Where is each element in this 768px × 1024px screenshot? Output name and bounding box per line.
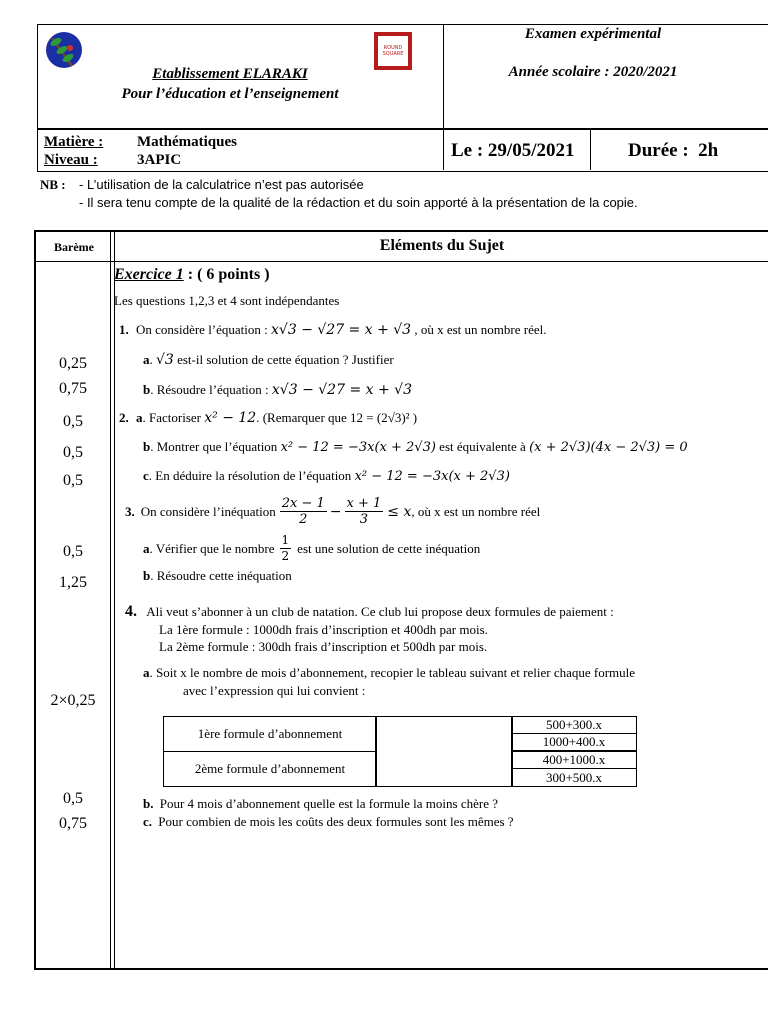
subject-table bbox=[34, 230, 768, 970]
expression-cell: 300+500.x bbox=[511, 768, 637, 787]
expression-cell: 1000+400.x bbox=[511, 733, 637, 751]
q4-line bbox=[125, 603, 614, 621]
bareme-value: 0,5 bbox=[63, 444, 83, 461]
bareme-header: Barème bbox=[54, 240, 94, 254]
exam-date: Le : 29/05/2021 bbox=[451, 140, 575, 161]
q1a-line: a. √3 est-il solution de cette équation ? Justifier bbox=[143, 352, 394, 368]
q3-numerator-2: x + 1 bbox=[346, 496, 382, 511]
q3-minus: − bbox=[329, 503, 342, 520]
subject-header: Eléments du Sujet bbox=[379, 237, 505, 254]
round-square-logo bbox=[374, 32, 412, 70]
q3a-line bbox=[143, 533, 480, 564]
table-header-divider bbox=[34, 261, 768, 262]
subject-row-divider-2 bbox=[443, 128, 444, 170]
bareme-value: 0,75 bbox=[59, 380, 87, 397]
school-year: Année scolaire : 2020/2021 bbox=[508, 64, 678, 80]
q3-number: 3. bbox=[125, 503, 135, 519]
q2a-line bbox=[119, 410, 417, 426]
q4c-line bbox=[143, 814, 514, 830]
q4-formula-line-2: La 2ème formule : 300dh frais d’inscription et 500dh par mois. bbox=[159, 639, 488, 654]
q3a-text2: est une solution de cette inéquation bbox=[297, 540, 481, 556]
q3a-label: a bbox=[143, 540, 150, 556]
q3a-text: . Vérifier que le nombre bbox=[149, 540, 275, 556]
bareme-value: 2×0,25 bbox=[50, 692, 96, 709]
q1-equation: x√3 − √27 = x + √3 bbox=[271, 322, 412, 338]
bareme-value: 0,5 bbox=[63, 790, 83, 807]
q4b-line bbox=[143, 796, 498, 812]
q2a-text2: . (Remarquer que 12 = (2√3)² ) bbox=[256, 410, 418, 425]
q4b-text: Pour 4 mois d’abonnement quelle est la formule la moins chère ? bbox=[159, 796, 499, 811]
q4-number: 4. bbox=[125, 603, 137, 620]
bareme-value: 0,5 bbox=[63, 472, 83, 489]
q3-line bbox=[125, 496, 540, 527]
q2c-text: . En déduire la résolution de l’équation bbox=[148, 468, 352, 483]
q2a-label: a bbox=[136, 410, 143, 425]
formula-box-1 bbox=[163, 716, 377, 752]
q3-fraction-2 bbox=[345, 496, 384, 527]
q2c-line bbox=[143, 468, 510, 484]
q3a-numerator: 1 bbox=[281, 533, 290, 547]
q2-number: 2. bbox=[119, 410, 129, 425]
exam-duration: Durée : 2h bbox=[628, 140, 719, 161]
q2b-label: b bbox=[143, 439, 151, 454]
q3-denominator-1: 2 bbox=[299, 512, 308, 527]
q4b-label: b. bbox=[143, 796, 154, 811]
nb-label: NB : bbox=[40, 177, 66, 192]
q2b-line bbox=[143, 439, 688, 455]
q2b-math-1: x² − 12 = −3x(x + 2√3) bbox=[280, 440, 436, 455]
level-label: Niveau : bbox=[44, 152, 98, 168]
exercise-intro: Les questions 1,2,3 et 4 sont indépendantes bbox=[114, 293, 340, 308]
q2c-label: c bbox=[143, 468, 149, 483]
q4c-text: Pour combien de mois les coûts des deux formules sont les mêmes ? bbox=[158, 814, 514, 829]
exercise-points: : ( 6 points ) bbox=[183, 266, 270, 283]
q1b-line bbox=[143, 382, 412, 398]
q1a-label: a bbox=[143, 352, 150, 367]
bareme-value: 0,5 bbox=[63, 413, 83, 430]
q2a-text: . Factoriser bbox=[142, 410, 201, 425]
exercise-title: Exercice 1 bbox=[114, 266, 184, 283]
formula-box-2 bbox=[163, 751, 377, 787]
expression-cell: 500+300.x bbox=[511, 716, 637, 734]
nb-line-2: - Il sera tenu compte de la qualité de la rédaction et du soin apporté à la présentation de la copie. bbox=[79, 195, 638, 210]
matching-table bbox=[163, 716, 636, 786]
q2b-text: . Montrer que l’équation bbox=[150, 439, 278, 454]
q4a-text-2: avec l’expression qui lui convient : bbox=[183, 683, 366, 698]
q2c-math: x² − 12 = −3x(x + 2√3) bbox=[354, 469, 510, 484]
q3b-line bbox=[143, 568, 292, 584]
q1a-text: est-il solution de cette équation ? Justifier bbox=[177, 352, 394, 367]
q1-text-after: , où x est un nombre réel. bbox=[414, 322, 547, 337]
q3-text: On considère l’inéquation bbox=[140, 503, 276, 519]
school-logo-icon bbox=[42, 28, 86, 72]
q4a-line bbox=[143, 665, 635, 681]
exam-title: Examen expérimental bbox=[524, 26, 662, 42]
q4a-label: a bbox=[143, 665, 150, 680]
bareme-value: 1,25 bbox=[59, 574, 87, 591]
formula-2: 2ème formule d’abonnement bbox=[194, 761, 346, 776]
q1a-math: √3 bbox=[156, 352, 174, 368]
q4a-text-1: . Soit x le nombre de mois d’abonnement, recopier le tableau suivant et relier chaque formule bbox=[149, 665, 636, 680]
level-value: 3APIC bbox=[137, 152, 182, 168]
q3-numerator-1: 2x − 1 bbox=[281, 496, 325, 511]
bareme-value: 0,5 bbox=[63, 543, 83, 560]
school-tagline: Pour l’éducation et l’enseignement bbox=[121, 86, 339, 102]
q1-line bbox=[119, 322, 546, 338]
exercise-title-line bbox=[114, 266, 270, 284]
q2b-text2: est équivalente à bbox=[439, 439, 526, 454]
q2a-math: x² − 12 bbox=[204, 410, 257, 426]
q3b-label: b bbox=[143, 568, 151, 583]
q1b-label: b bbox=[143, 382, 151, 397]
link-area bbox=[375, 716, 513, 787]
expression-cell: 400+1000.x bbox=[511, 751, 637, 769]
bareme-value: 0,75 bbox=[59, 815, 87, 832]
round-square-logo-text: ROUND SQUARE bbox=[378, 36, 408, 66]
q4c-label: c. bbox=[143, 814, 153, 829]
q1-text: On considère l’équation : bbox=[136, 322, 268, 337]
formula-1: 1ère formule d’abonnement bbox=[197, 726, 343, 741]
q1b-text: . Résoudre l’équation : bbox=[150, 382, 269, 397]
q3b-text: . Résoudre cette inéquation bbox=[150, 568, 292, 583]
q3-rest: ≤ x bbox=[387, 503, 412, 520]
subject-value: Mathématiques bbox=[137, 134, 237, 150]
q2b-math-2: (x + 2√3)(4x − 2√3) = 0 bbox=[529, 440, 688, 455]
q1-number: 1. bbox=[119, 322, 129, 337]
q3-text-after: , où x est un nombre réel bbox=[411, 503, 541, 519]
q4-formula-line-1: La 1ère formule : 1000dh frais d’inscription et 400dh par mois. bbox=[159, 622, 488, 637]
table-column-divider bbox=[110, 230, 115, 970]
subject-row-divider-3 bbox=[590, 128, 591, 170]
q4-intro: Ali veut s’abonner à un club de natation. Ce club lui propose deux formules de paiement : bbox=[146, 604, 614, 619]
q3a-denominator: 2 bbox=[281, 549, 290, 563]
q3-fraction-1 bbox=[280, 496, 327, 527]
q1b-math: x√3 − √27 = x + √3 bbox=[271, 382, 412, 398]
q3a-fraction bbox=[280, 533, 292, 564]
nb-line-1: - L’utilisation de la calculatrice n’est pas autorisée bbox=[79, 177, 364, 192]
bareme-value: 0,25 bbox=[59, 355, 87, 372]
subject-label: Matière : bbox=[44, 134, 104, 150]
school-name: Etablissement ELARAKI bbox=[152, 66, 308, 82]
q3-denominator-2: 3 bbox=[359, 512, 369, 527]
